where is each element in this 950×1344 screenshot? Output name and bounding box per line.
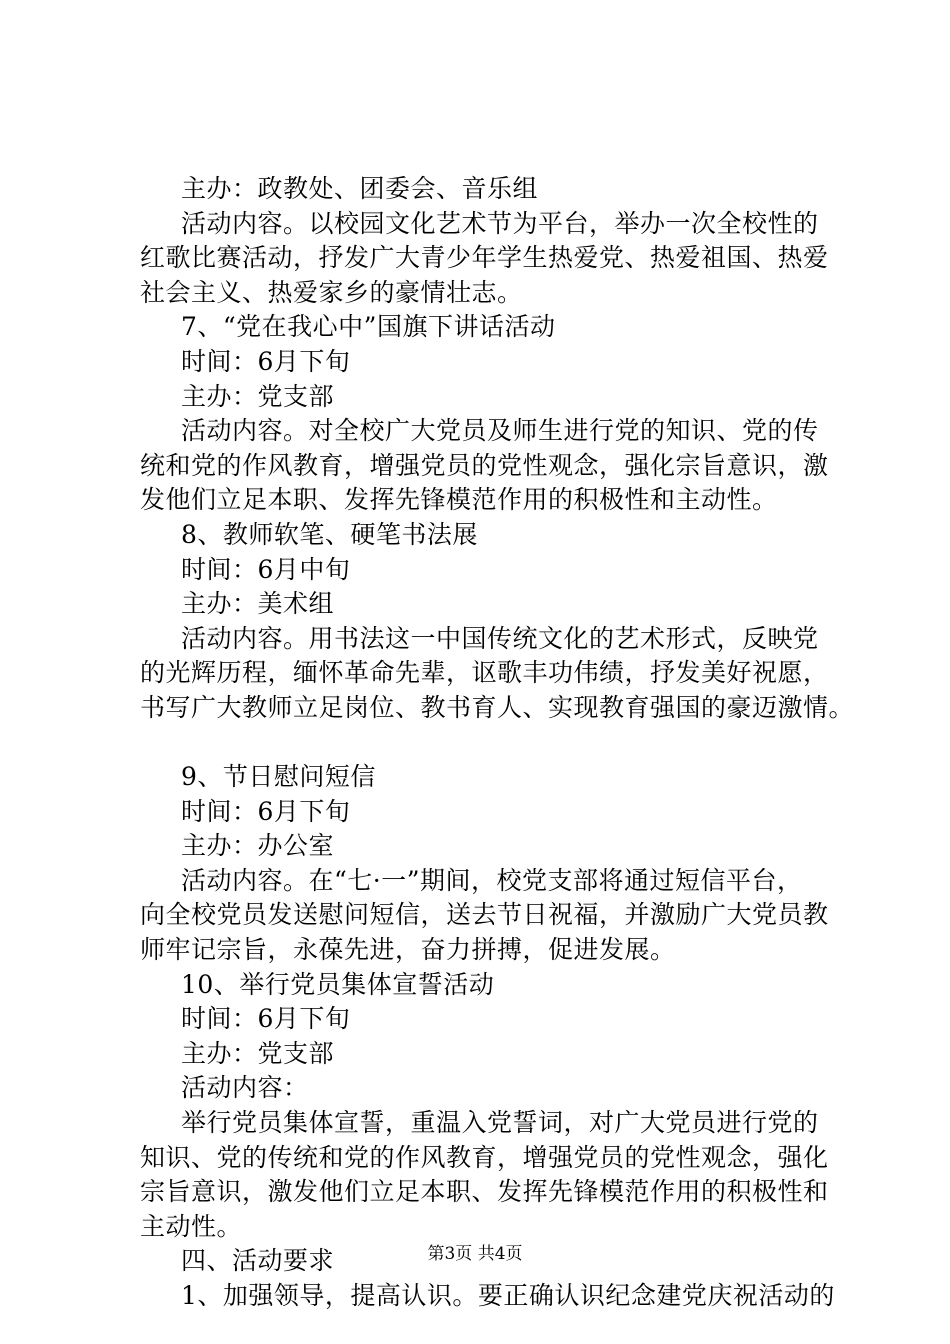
time-line: 时间：6月下旬 [181,1004,351,1034]
paragraph-line: 活动内容。对全校广大党员及师生进行党的知识、党的传 [181,416,819,446]
paragraph-line: 的光辉历程，缅怀革命先辈，讴歌丰功伟绩，抒发美好祝愿， [140,658,829,688]
paragraph-line: 活动内容。以校园文化艺术节为平台，举办一次全校性的 [181,208,819,238]
organizer-line: 主办：政教处、团委会、音乐组 [181,174,539,203]
organizer-line: 主办：党支部 [181,1038,335,1068]
paragraph-line: 社会主义、热爱家乡的豪情壮志。 [140,277,523,307]
paragraph-line: 活动内容。用书法这一中国传统文化的艺术形式，反映党 [181,623,819,653]
section-heading: 四、活动要求 [181,1246,335,1276]
time-line: 时间：6月下旬 [181,796,351,826]
paragraph-line: 1、加强领导，提高认识。要正确认识纪念建党庆祝活动的 [181,1281,835,1310]
paragraph-line: 向全校党员发送慰问短信，送去节日祝福，并激励广大党员教 [140,900,829,930]
paragraph-line: 宗旨意识，激发他们立足本职、发挥先锋模范作用的积极性和 [140,1177,829,1207]
paragraph-line: 书写广大教师立足岗位、教书育人、实现教育强国的豪迈激情。 [140,692,855,722]
content-label: 活动内容： [181,1073,309,1103]
section-heading: 7、“党在我心中”国旗下讲话活动 [181,312,556,342]
paragraph-line: 统和党的作风教育，增强党员的党性观念，强化宗旨意识，激 [140,450,829,480]
paragraph-line: 红歌比赛活动，抒发广大青少年学生热爱党、热爱祖国、热爱 [140,243,829,273]
section-heading: 8、教师软笔、硬笔书法展 [181,519,478,549]
time-line: 时间：6月下旬 [181,346,351,376]
paragraph-line: 活动内容。在“七·一”期间，校党支部将通过短信平台， [181,865,803,895]
document-body [140,172,855,1314]
organizer-line: 主办：党支部 [181,381,335,411]
paragraph-line: 主动性。 [140,1211,243,1241]
page-footer: 第3页 共4页 [427,1244,523,1264]
section-heading: 10、举行党员集体宣誓活动 [181,969,495,999]
organizer-line: 主办：办公室 [181,831,335,861]
paragraph-line: 发他们立足本职、发挥先锋模范作用的积极性和主动性。 [140,485,778,515]
section-heading: 9、节日慰问短信 [181,762,376,792]
paragraph-line: 师牢记宗旨，永葆先进，奋力拼搏，促进发展。 [140,935,676,965]
blank-line [140,726,840,761]
paragraph-line: 知识、党的传统和党的作风教育，增强党员的党性观念，强化 [140,1142,829,1172]
paragraph-line: 举行党员集体宣誓，重温入党誓词，对广大党员进行党的 [181,1108,819,1138]
time-line: 时间：6月中旬 [181,554,351,584]
organizer-line: 主办：美术组 [181,589,335,619]
